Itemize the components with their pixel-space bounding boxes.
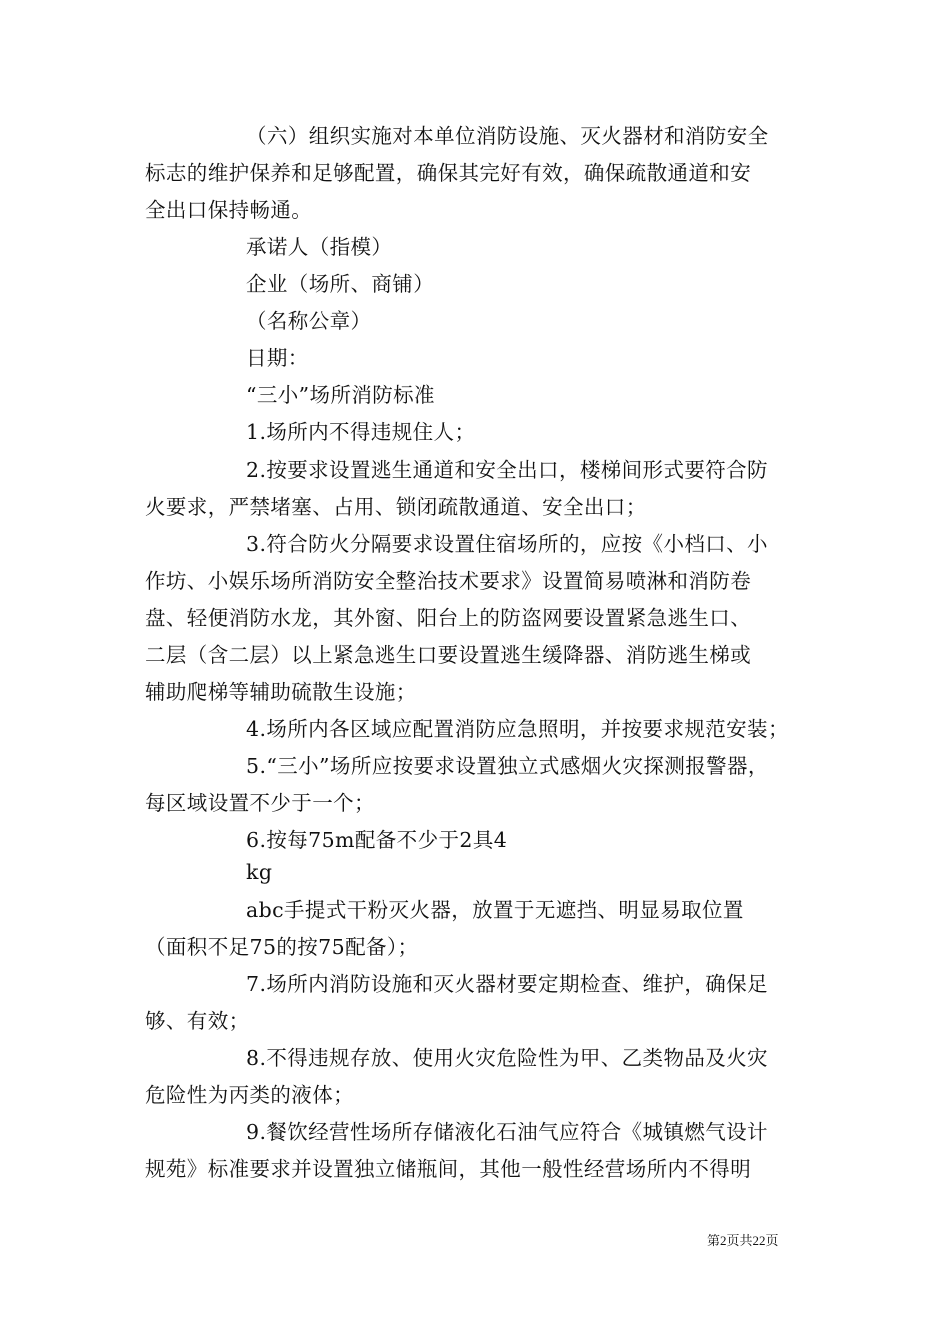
- paragraph-line: 5.“三小”场所应按要求设置独立式感烟火灾探测报警器，: [246, 754, 769, 778]
- paragraph-line: （面积不足75的按75配备）；: [145, 935, 419, 959]
- paragraph-line: （六）组织实施对本单位消防设施、灭火器材和消防安全: [246, 124, 769, 148]
- paragraph-line: 够、有效；: [145, 1009, 250, 1033]
- paragraph-line: 全出口保持畅通。: [145, 198, 313, 222]
- paragraph-line: 危险性为丙类的液体；: [145, 1083, 354, 1107]
- paragraph-line: 作坊、小娱乐场所消防安全整治技术要求》设置简易喷淋和消防卷: [145, 569, 752, 593]
- page-number: 第2页共22页: [707, 1233, 779, 1248]
- paragraph-line: kg: [246, 860, 273, 884]
- paragraph-line: （名称公章）: [246, 309, 372, 333]
- paragraph-line: 9.餐饮经营性场所存储液化石油气应符合《城镇燃气设计: [246, 1120, 768, 1144]
- paragraph-line: 1.场所内不得违规住人；: [246, 420, 476, 444]
- paragraph-line: 盘、轻便消防水龙，其外窗、阳台上的防盗网要设置紧急逃生口、: [145, 606, 752, 630]
- paragraph-line: 标志的维护保养和足够配置，确保其完好有效，确保疏散通道和安: [145, 161, 752, 185]
- paragraph-line: 每区域设置不少于一个；: [145, 791, 375, 815]
- paragraph-line: 7.场所内消防设施和灭火器材要定期检查、维护，确保足: [246, 972, 768, 996]
- paragraph-line: abc手提式干粉灭火器，放置于无遮挡、明显易取位置: [246, 898, 744, 922]
- paragraph-line: 6.按每75m配备不少于2具4: [246, 828, 508, 852]
- paragraph-line: 企业（场所、商铺）: [246, 272, 435, 296]
- paragraph-line: 二层（含二层）以上紧急逃生口要设置逃生缓降器、消防逃生梯或: [145, 643, 752, 667]
- section-heading: “三小”场所消防标准: [246, 383, 435, 407]
- paragraph-line: 规苑》标准要求并设置独立储瓶间，其他一般性经营场所内不得明: [145, 1157, 752, 1181]
- paragraph-line: 辅助爬梯等辅助硫散生设施；: [145, 680, 417, 704]
- paragraph-line: 火要求，严禁堵塞、占用、锁闭疏散通道、安全出口；: [145, 495, 647, 519]
- paragraph-line: 日期：: [246, 346, 309, 370]
- paragraph-line: 2.按要求设置逃生通道和安全出口，楼梯间形式要符合防: [246, 458, 768, 482]
- paragraph-line: 4.场所内各区域应配置消防应急照明，并按要求规范安装；: [246, 717, 789, 741]
- paragraph-line: 8.不得违规存放、使用火灾危险性为甲、乙类物品及火灾: [246, 1046, 768, 1070]
- paragraph-line: 3.符合防火分隔要求设置住宿场所的，应按《小档口、小: [246, 532, 768, 556]
- paragraph-line: 承诺人（指模）: [246, 235, 393, 259]
